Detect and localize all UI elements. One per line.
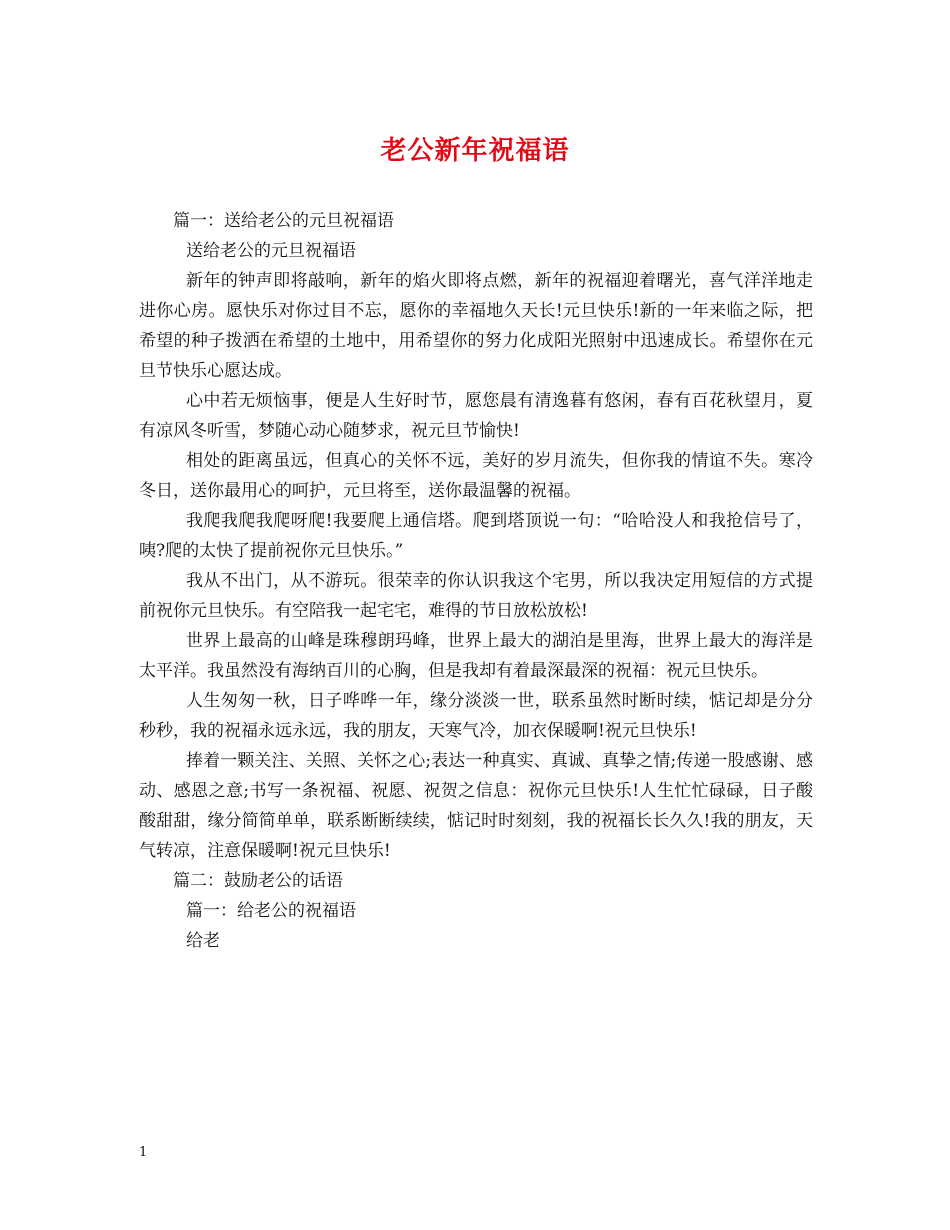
section-subheading-2: 篇一：给老公的祝福语 — [186, 901, 356, 921]
paragraph: 新年的钟声即将敲响，新年的焰火即将点燃，新年的祝福迎着曙光，喜气洋洋地走进你心房。愿快乐对你过目不忘，愿你的幸福地久天长!元旦快乐!新的一年来临之际，把希望的种子拨洒在希望的土地中，用希望你的努力化成阳光照射中迅速成长。希望你在元旦节快乐心愿达成。 — [139, 271, 813, 381]
document-body — [139, 206, 813, 956]
paragraph: 人生匆匆一秋，日子哗哗一年，缘分淡淡一世，联系虽然时断时续，惦记却是分分秒秒，我的祝福永远永远，我的朋友，天寒气冷，加衣保暖啊!祝元旦快乐! — [139, 691, 813, 741]
paragraph: 世界上最高的山峰是珠穆朗玛峰，世界上最大的湖泊是里海，世界上最大的海洋是太平洋。我虽然没有海纳百川的心胸，但是我却有着最深最深的祝福：祝元旦快乐。 — [139, 631, 813, 681]
paragraph: 我爬我爬我爬呀爬!我要爬上通信塔。爬到塔顶说一句：“哈哈没人和我抢信号了，咦?爬的太快了提前祝你元旦快乐。” — [139, 511, 813, 561]
section-heading-2: 篇二：鼓励老公的话语 — [173, 871, 343, 891]
paragraph: 心中若无烦恼事，便是人生好时节，愿您晨有清逸暮有悠闲，春有百花秋望月，夏有凉风冬听雪，梦随心动心随梦求，祝元旦节愉快! — [139, 391, 813, 441]
paragraph: 捧着一颗关注、关照、关怀之心;表达一种真实、真诚、真挚之情;传递一股感谢、感动、感恩之意;书写一条祝福、祝愿、祝贺之信息：祝你元旦快乐!人生忙忙碌碌，日子酸酸甜甜，缘分简简单单，联系断断续续，惦记时时刻刻，我的祝福长长久久!我的朋友，天气转凉，注意保暖啊!祝元旦快乐! — [139, 751, 813, 861]
page-number: 1 — [139, 1145, 148, 1160]
section-subheading-1: 送给老公的元旦祝福语 — [186, 241, 356, 261]
document-title: 老公新年祝福语 — [380, 136, 570, 166]
paragraph: 我从不出门，从不游玩。很荣幸的你认识我这个宅男，所以我决定用短信的方式提前祝你元旦快乐。有空陪我一起宅宅，难得的节日放松放松! — [139, 571, 813, 621]
paragraph: 相处的距离虽远，但真心的关怀不远，美好的岁月流失，但你我的情谊不失。寒冷冬日，送你最用心的呵护，元旦将至，送你最温馨的祝福。 — [139, 451, 813, 501]
section-heading-1: 篇一：送给老公的元旦祝福语 — [173, 211, 394, 231]
trailing-text: 给老 — [186, 931, 220, 951]
